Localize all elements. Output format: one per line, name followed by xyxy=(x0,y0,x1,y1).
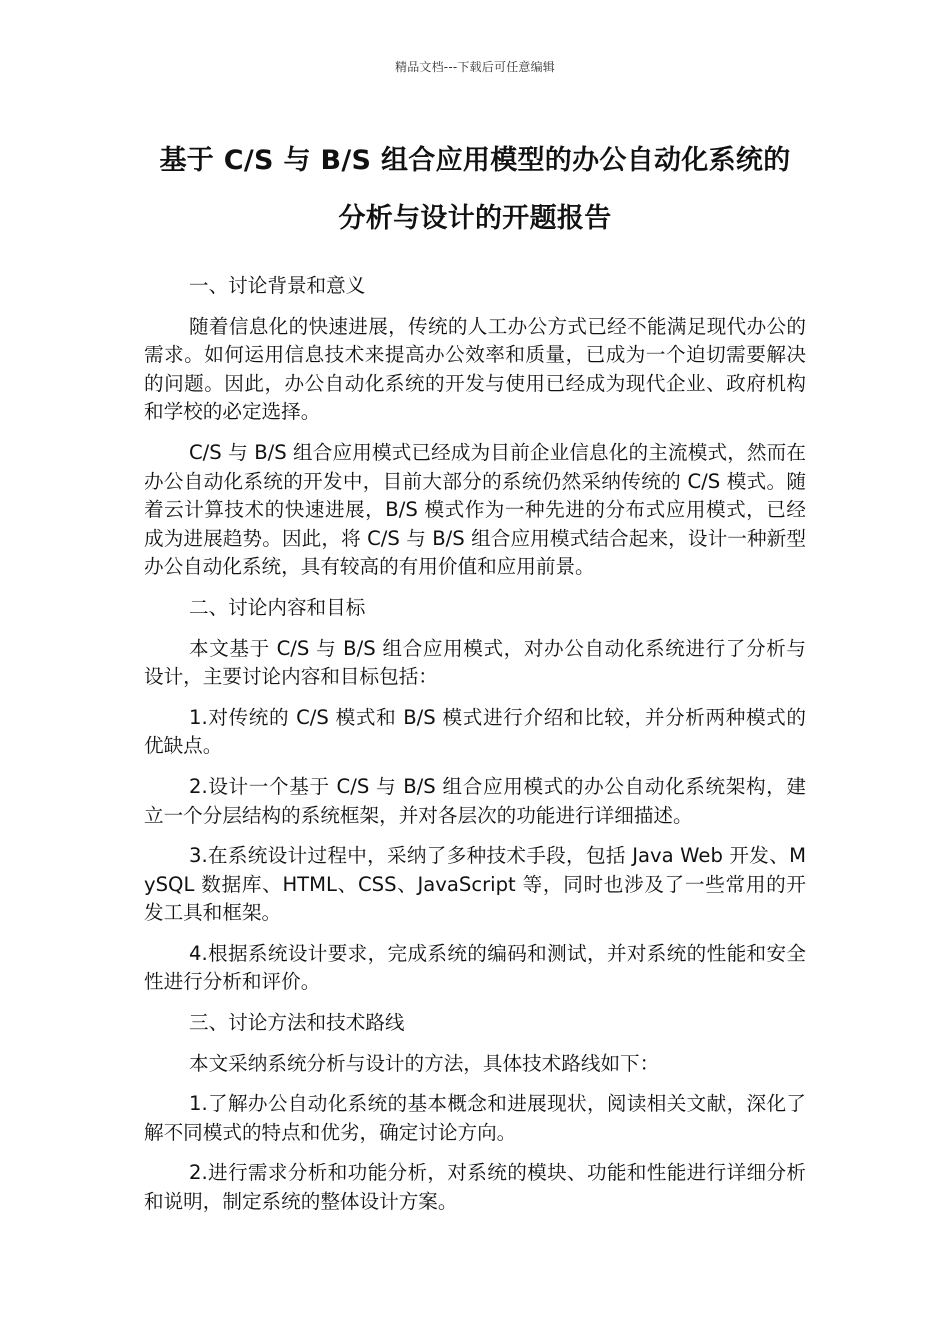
section-heading-background: 一、讨论背景和意义 xyxy=(189,274,366,297)
document-title-line-2: 分析与设计的开题报告 xyxy=(338,203,612,234)
document-title-line-1: 基于 C/S 与 B/S 组合应用模型的办公自动化系统的 xyxy=(159,145,791,176)
list-item: 1.了解办公自动化系统的基本概念和进展现状，阅读相关文献，深化了解不同模式的特点和优劣，确定讨论方向。 xyxy=(144,1092,806,1144)
paragraph: 本文采纳系统分析与设计的方法，具体技术路线如下： xyxy=(189,1051,660,1075)
list-item: 4.根据系统设计要求，完成系统的编码和测试，并对系统的性能和安全性进行分析和评价。 xyxy=(144,941,806,994)
list-item: 3.在系统设计过程中，采纳了多种技术手段，包括 Java Web 开发、MySQL 数据库、HTML、CSS、JavaScript 等，同时也涉及了一些常用的开发工具和框架。 xyxy=(144,844,806,925)
list-item: 2.进行需求分析和功能分析，对系统的模块、功能和性能进行详细分析和说明，制定系统的整体设计方案。 xyxy=(144,1161,806,1214)
paragraph: 随着信息化的快速进展，传统的人工办公方式已经不能满足现代办公的需求。如何运用信息技术来提高办公效率和质量，已成为一个迫切需要解决的问题。因此，办公自动化系统的开发与使用已经成为现代企业、政府机构和学校的必定选择。 xyxy=(144,314,806,424)
document-body xyxy=(144,272,806,1229)
list-item: 1.对传统的 C/S 模式和 B/S 模式进行介绍和比较，并分析两种模式的优缺点。 xyxy=(144,705,806,758)
paragraph: C/S 与 B/S 组合应用模式已经成为目前企业信息化的主流模式，然而在办公自动化系统的开发中，目前大部分的系统仍然采纳传统的 C/S 模式。随着云计算技术的快速进展，B/S 模式作为一种先进的分布式应用模式，已经成为进展趋势。因此，将 C/S 与 B/S 组合应用模式结合起来，设计一种新型办公自动化系统，具有较高的有用价值和应用前景。 xyxy=(144,440,806,579)
header-note: 精品文档---下载后可任意编辑 xyxy=(395,60,555,74)
paragraph: 本文基于 C/S 与 B/S 组合应用模式，对办公自动化系统进行了分析与设计，主要讨论内容和目标包括： xyxy=(144,636,806,689)
section-heading-method: 三、讨论方法和技术路线 xyxy=(189,1011,405,1035)
section-heading-content: 二、讨论内容和目标 xyxy=(189,595,366,619)
list-item: 2.设计一个基于 C/S 与 B/S 组合应用模式的办公自动化系统架构，建立一个分层结构的系统框架，并对各层次的功能进行详细描述。 xyxy=(144,774,806,827)
